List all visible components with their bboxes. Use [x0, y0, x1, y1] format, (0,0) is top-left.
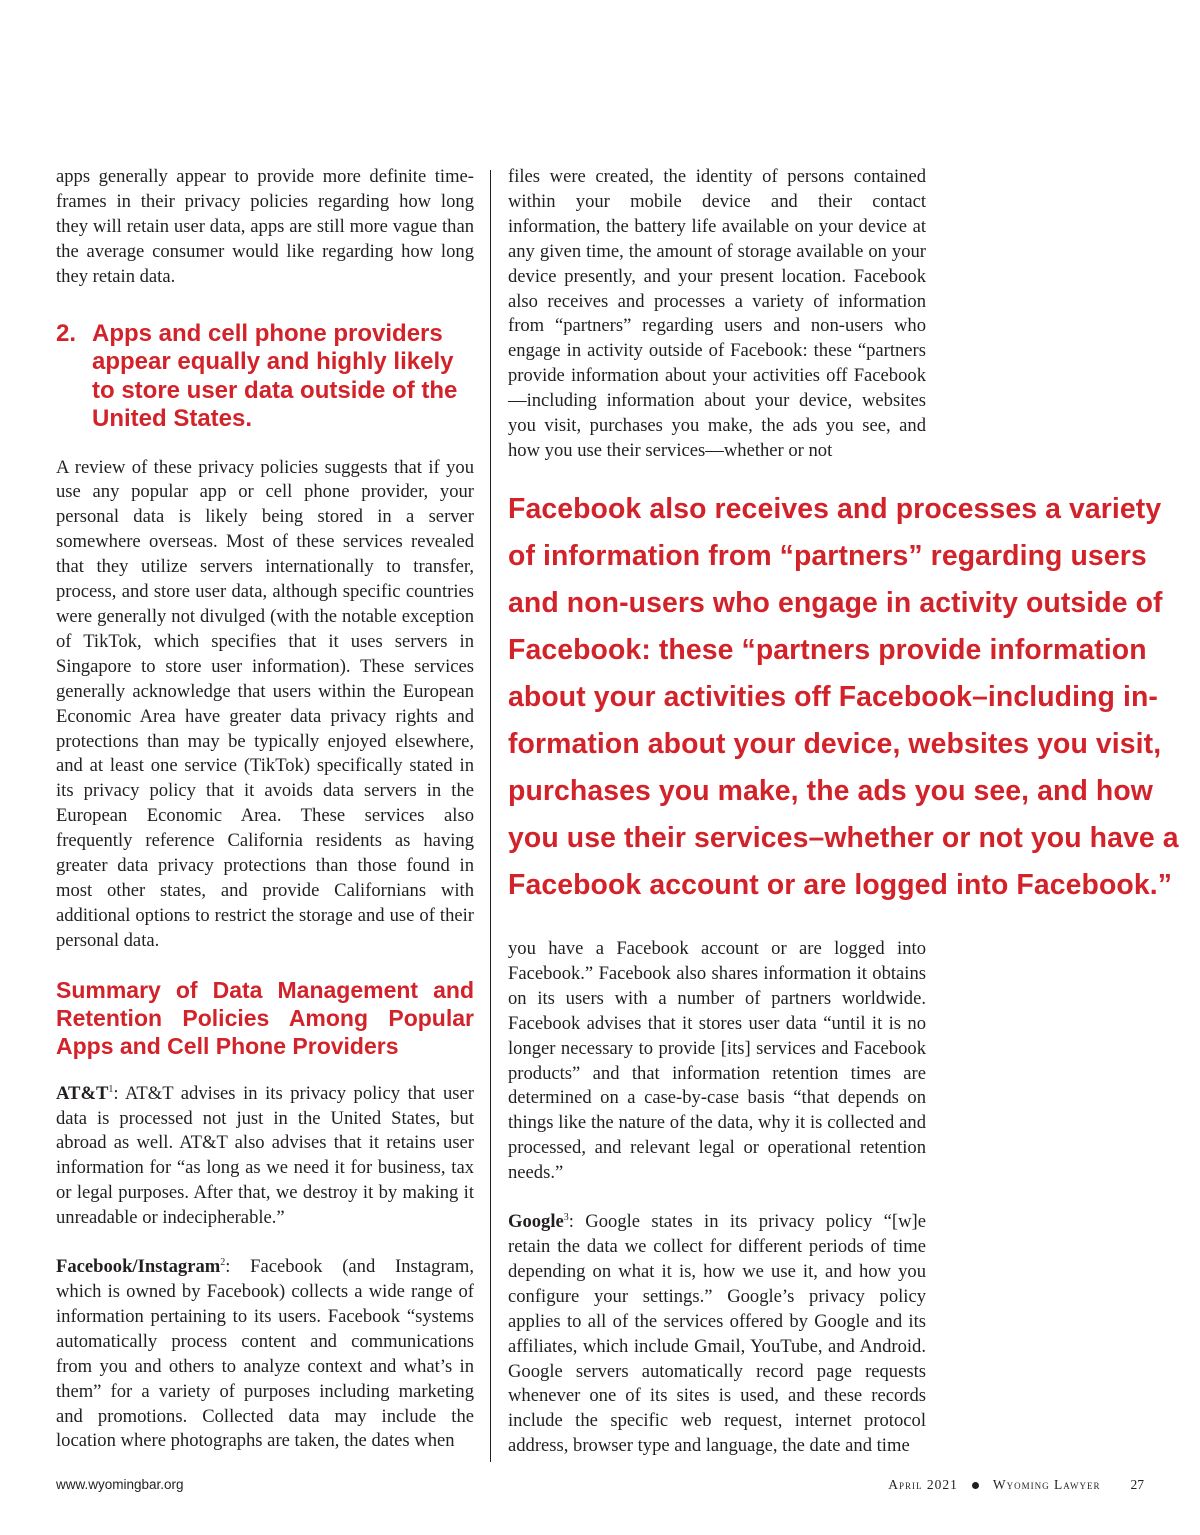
- footer-website: www.wyomingbar.org: [56, 1477, 184, 1492]
- right-paragraph-lower: you have a Facebook account or are logged into Facebook.” Facebook also shares information it obtains on its users with a number of partners worldwide. Facebook advises that it stores user data “until it is no longer necessary to provide [its] services and Facebook products” and that information retention times are determined on a case-by-case basis “that depends on things like the nature of the data, why it is collected and processed, and relevant legal or operational retention needs.”: [508, 938, 926, 1184]
- left-paragraph-continued: apps generally appear to provide more definite time-frames in their privacy policies regarding how long they will retain user data, apps are still more vague than the average consumer would like regarding how long they retain data.: [56, 166, 474, 287]
- bullet-icon: [972, 1482, 979, 1489]
- att-text: : AT&T advises in its privacy policy that user data is processed not just in the United States, but abroad as well. AT&T also advises that it retains user information for “as long as we need it for business, tax or legal purposes. After that, we destroy it by making it unreadable or indecipherable.”: [56, 1082, 474, 1229]
- footer-issue-date: April 2021: [888, 1477, 958, 1492]
- google-footnote: 3: [563, 1211, 569, 1223]
- right-column-lower: [508, 937, 926, 1459]
- pull-quote-line: of information from “partners” regarding users: [508, 540, 1147, 572]
- pull-quote-line: formation about your device, websites you visit,: [508, 728, 1162, 760]
- facebook-label: Facebook/Instagram: [56, 1256, 221, 1278]
- att-footnote: 1: [108, 1083, 114, 1095]
- left-paragraph-overseas: A review of these privacy policies suggests that if you use any popular app or cell phone provider, your personal data is likely being stored in a server somewhere overseas. Most of these services revealed that they utilize servers internationally to transfer, process, and store user data, although specific countries were generally not divulged (with the notable exception of TikTok, which specifies that it uses servers in Singapore to store user information). These services generally acknowledge that users within the European Economic Area have greater data privacy rights and protections than may be typically enjoyed elsewhere, and at least one service (TikTok) specifically stated in its privacy policy that it avoids data servers in the European Economic Area. These services also frequently reference California residents as having greater data privacy protections than those found in most other states, and provide Californians with additional options to restrict the storage and use of their personal data.: [56, 456, 474, 951]
- att-label: AT&T: [56, 1082, 109, 1104]
- google-paragraph: [508, 1210, 926, 1459]
- right-paragraph-upper: files were created, the identity of persons contained within your mobile device and their contact information, the battery life available on your device at any given time, the amount of storage available on your device presently, and your present location. Facebook also receives and processes a variety of information from “partners” regarding users and non-users who engage in activity outside of Facebook: these “partners provide information about your activities off Facebook—including information about your device, websites you visit, purchases you make, the ads you see, and how you use their services—whether or not: [508, 166, 926, 461]
- pull-quote-line: Facebook account or are logged into Facebook.”: [508, 869, 1173, 901]
- google-label: Google: [508, 1211, 564, 1233]
- pull-quote-line: you use their services–whether or not you have a: [508, 822, 1179, 854]
- facebook-paragraph: [56, 1255, 474, 1454]
- heading-text: Apps and cell phone providers appear equally and highly likely to store user data outside of the United States.: [92, 319, 458, 433]
- right-column-upper: [508, 165, 926, 464]
- footer-publication: Wyoming Lawyer: [992, 1477, 1101, 1492]
- heading-number: 2.: [56, 319, 77, 347]
- left-column: [56, 165, 474, 1454]
- numbered-heading: [56, 320, 474, 434]
- facebook-text: : Facebook (and Instagram, which is owned by Facebook) collects a wide range of information pertaining to its users. Facebook “systems automatically process content and communications from you and others to analyze context and what’s in them” for a variety of purposes including marketing and promotions. Collected data may include the location where photographs are taken, the dates when: [56, 1256, 474, 1452]
- footer-issue-info: [888, 1477, 1144, 1493]
- page-number: 27: [1130, 1477, 1144, 1492]
- att-paragraph: [56, 1082, 474, 1231]
- pull-quote-line: and non-users who engage in activity outside of: [508, 587, 1163, 619]
- google-text: : Google states in its privacy policy “[w]e retain the data we collect for different periods of time depending on what it is, how we use it, and how you configure your settings.” Google’s privacy policy applies to all of the services offered by Google and its affiliates, which include Gmail, YouTube, and Android. Google servers automatically record page requests whenever one of its sites is used, and these records include the specific web request, internet protocol address, browser type and language, the date and time: [508, 1211, 926, 1457]
- facebook-footnote: 2: [220, 1256, 226, 1268]
- pull-quote: [508, 486, 1179, 909]
- column-divider: [490, 170, 491, 1462]
- pull-quote-line: purchases you make, the ads you see, and how: [508, 775, 1153, 807]
- summary-subheading: Summary of Data Management and Retention Policies Among Popular Apps and Cell Phone Providers: [56, 976, 474, 1059]
- pull-quote-line: Facebook: these “partners provide information: [508, 634, 1147, 666]
- pull-quote-line: about your activities off Facebook–including in-: [508, 681, 1158, 713]
- pull-quote-line: Facebook also receives and processes a variety: [508, 493, 1162, 525]
